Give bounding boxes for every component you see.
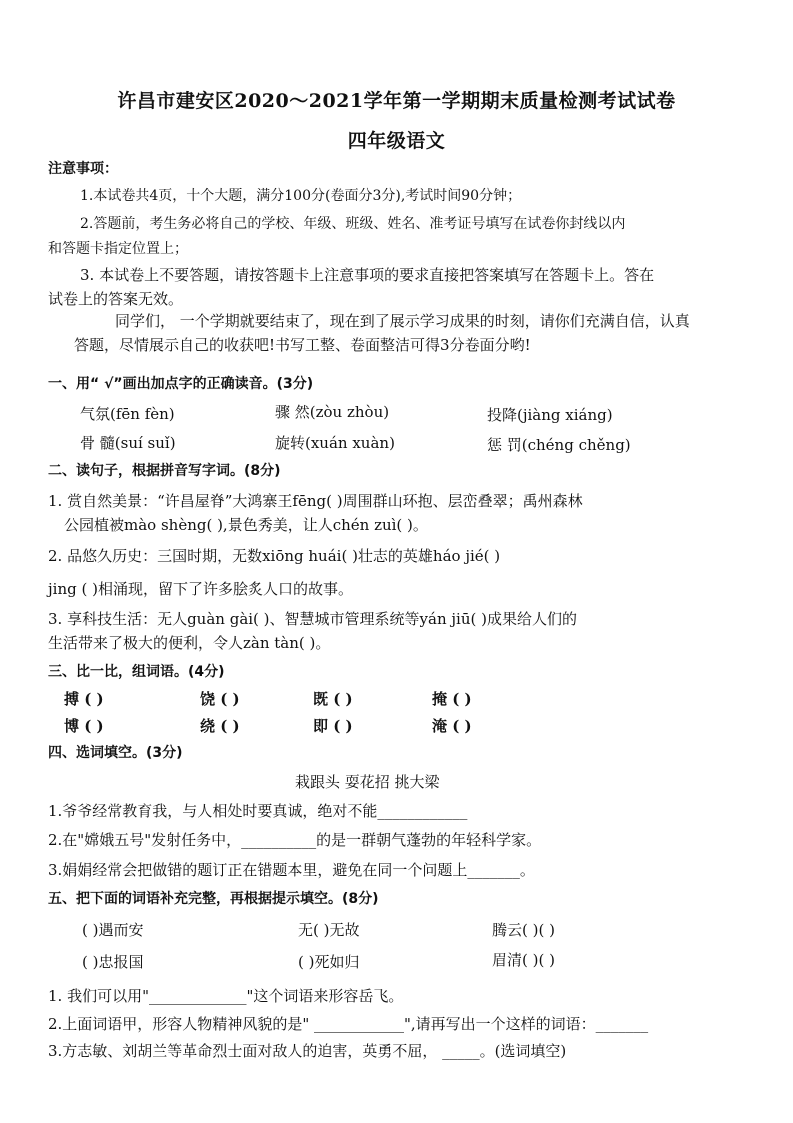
s2-question-2-line-1: 2. 品悠久历史：三国时期，无数xiōng huái( )壮志的英雄háo jié( ) [48, 547, 501, 565]
idiom-item: ( )遇而安 [82, 921, 144, 939]
idiom-item: ( )死如归 [298, 953, 360, 971]
section-4-heading: 四、选词填空。(3分) [48, 745, 183, 761]
intro-line-2: 答题，尽情展示自己的收获吧!书写工整、卷面整洁可得3分卷面分哟! [74, 336, 531, 354]
notice-item-2-line-2: 和答题卡指定位置上； [48, 241, 188, 257]
compare-item: 搏 ( ) [64, 690, 104, 708]
section-1-heading: 一、用“ √”画出加点字的正确读音。(3分) [48, 376, 314, 392]
s2-question-3-line-1: 3. 享科技生活：无人guàn gài( )、智慧城市管理系统等yán jiū( )成果给人们的 [48, 610, 577, 628]
notice-item-1: 1.本试卷共4页，十个大题，满分100分(卷面分3分),考试时间90分钟； [80, 188, 522, 204]
notice-item-3-line-2: 试卷上的答案无效。 [48, 290, 184, 308]
s5-question-1: 1. 我们可以用"_____________"这个词语来形容岳飞。 [48, 987, 404, 1005]
notice-item-3-line-1: 3. 本试卷上不要答题，请按答题卡上注意事项的要求直接把答案填写在答题卡上。答在 [80, 266, 655, 284]
s4-question-1: 1.爷爷经常教育我，与人相处时要真诚，绝对不能____________ [48, 802, 468, 820]
pinyin-item: 投降(jiàng xiáng) [487, 406, 613, 424]
pinyin-item: 惩 罚(chéng chěng) [487, 436, 631, 454]
intro-line-1: 同学们， 一个学期就要结束了，现在到了展示学习成果的时刻，请你们充满自信，认真 [115, 312, 690, 330]
s2-question-2-line-2: jing ( )相涌现，留下了许多脍炙人口的故事。 [48, 580, 353, 598]
idiom-item: 腾云( )( ) [492, 921, 555, 939]
idiom-item: 无( )无故 [298, 921, 360, 939]
section-3-heading: 三、比一比，组词语。(4分) [48, 664, 225, 680]
s5-question-3: 3.方志敏、刘胡兰等革命烈士面对敌人的迫害，英勇不屈， _____。(选词填空) [48, 1042, 567, 1060]
compare-item: 绕 ( ) [200, 717, 240, 735]
idiom-item: 眉清( )( ) [492, 951, 555, 969]
pinyin-item: 旋转(xuán xuàn) [275, 434, 395, 452]
notice-item-2-line-1: 2.答题前，考生务必将自己的学校、年级、班级、姓名、准考证号填写在试卷你封线以内 [80, 216, 626, 232]
pinyin-item: 气氛(fēn fèn) [80, 405, 175, 423]
s4-question-3: 3.娟娟经常会把做错的题订正在错题本里，避免在同一个问题上_______。 [48, 861, 535, 879]
compare-item: 即 ( ) [313, 717, 353, 735]
exam-title: 许昌市建安区2020～2021学年第一学期期末质量检测考试试卷 [117, 90, 676, 112]
section-5-heading: 五、把下面的词语补充完整，再根据提示填空。(8分) [48, 891, 379, 907]
compare-item: 掩 ( ) [432, 690, 472, 708]
word-options: 栽跟头 耍花招 挑大梁 [295, 773, 440, 791]
s4-question-2: 2.在"嫦娥五号"发射任务中，__________的是一群朝气蓬勃的年轻科学家。 [48, 831, 542, 849]
idiom-item: ( )忠报国 [82, 953, 144, 971]
pinyin-item: 骤 然(zòu zhòu) [275, 403, 390, 421]
compare-item: 既 ( ) [313, 690, 353, 708]
pinyin-item: 骨 髓(suí suǐ) [80, 434, 176, 452]
compare-item: 饶 ( ) [200, 690, 240, 708]
compare-item: 淹 ( ) [432, 717, 472, 735]
s5-question-2: 2.上面词语甲，形容人物精神风貌的是" ____________",请再写出一个这样的词语：_______ [48, 1015, 649, 1033]
exam-subtitle: 四年级语文 [347, 130, 446, 152]
s2-question-1-line-1: 1. 赏自然美景：“许昌屋脊”大鸿寨王fēng( )周围群山环抱、层峦叠翠；禹州森林 [48, 492, 583, 510]
s2-question-1-line-2: 公园植被mào shèng( ),景色秀美，让人chén zuì( )。 [64, 516, 428, 534]
notice-heading: 注意事项： [48, 161, 118, 177]
s2-question-3-line-2: 生活带来了极大的便利，令人zàn tàn( )。 [48, 634, 331, 652]
section-2-heading: 二、读句子，根据拼音写字词。(8分) [48, 463, 281, 479]
compare-item: 博 ( ) [64, 717, 104, 735]
